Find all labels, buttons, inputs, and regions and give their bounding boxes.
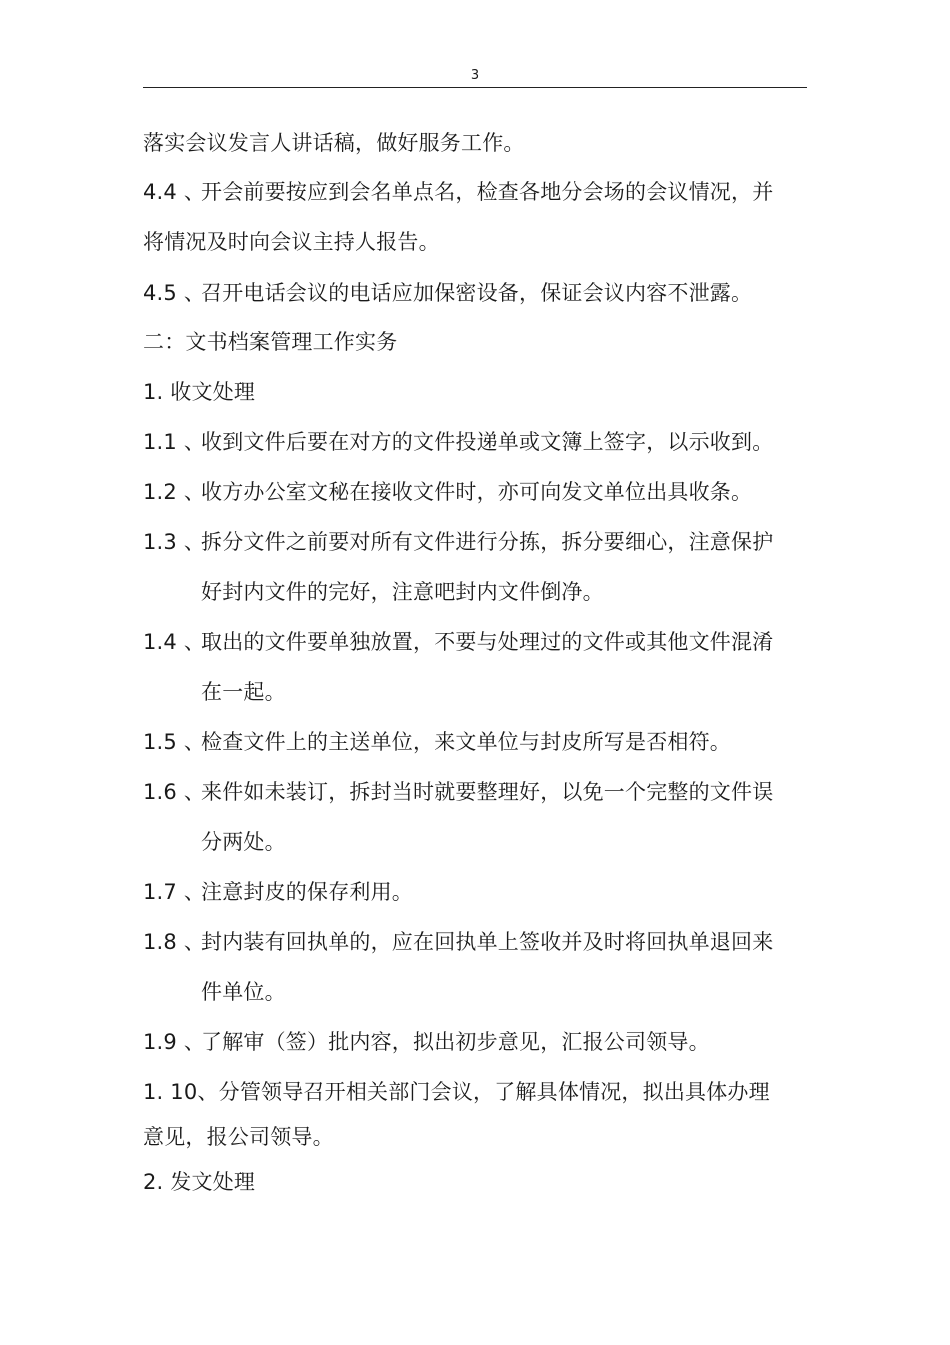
item-text: 来件如未装订，拆封当时就要整理好，以免一个完整的文件误 [201, 780, 774, 804]
numbered-item [143, 428, 773, 456]
item-text: 召开电话会议的电话应加保密设备，保证会议内容不泄露。 [201, 281, 753, 305]
item-number: 4.4 、 [143, 180, 206, 204]
item-text: 拆分文件之前要对所有文件进行分拣，拆分要细心，注意保护 [201, 530, 774, 554]
line-text: 1. 10、分管领导召开相关部门会议，了解具体情况，拟出具体办理 [143, 1080, 770, 1104]
section-heading [143, 328, 397, 356]
line-text: 在一起。 [201, 680, 286, 704]
numbered-item [143, 528, 773, 556]
line-text: 将情况及时向会议主持人报告。 [143, 230, 440, 254]
item-text: 检查文件上的主送单位，来文单位与封皮所写是否相符。 [201, 730, 731, 754]
item-text: 收方办公室文秘在接收文件时，亦可向发文单位出具收条。 [201, 480, 753, 504]
text-line [143, 129, 525, 157]
item-number: 1.6 、 [143, 780, 206, 804]
numbered-item [143, 478, 752, 506]
line-text: 件单位。 [201, 980, 286, 1004]
numbered-item [143, 778, 773, 806]
line-text: 落实会议发言人讲话稿，做好服务工作。 [143, 131, 525, 155]
item-number: 1.9 、 [143, 1030, 206, 1054]
item-number: 1.4 、 [143, 630, 206, 654]
line-text: 分两处。 [201, 830, 286, 854]
item-text: 注意封皮的保存利用。 [201, 880, 413, 904]
numbered-item [143, 1028, 710, 1056]
numbered-item [143, 728, 731, 756]
text-line [143, 1078, 770, 1106]
continuation-line [201, 978, 286, 1006]
numbered-item [143, 878, 413, 906]
numbered-item [143, 928, 773, 956]
continuation-line [201, 828, 286, 856]
heading-text: 1. 收文处理 [143, 380, 256, 404]
header-rule [143, 87, 807, 88]
subsection-heading [143, 1168, 255, 1196]
item-text: 开会前要按应到会名单点名，检查各地分会场的会议情况，并 [201, 180, 774, 204]
item-text: 封内装有回执单的，应在回执单上签收并及时将回执单退回来 [201, 930, 774, 954]
item-number: 1.1 、 [143, 430, 206, 454]
item-number: 1.3 、 [143, 530, 206, 554]
text-line [143, 1123, 334, 1151]
numbered-item [143, 628, 773, 656]
numbered-item [143, 178, 773, 206]
item-text: 取出的文件要单独放置，不要与处理过的文件或其他文件混淆 [201, 630, 774, 654]
continuation-line [201, 678, 286, 706]
line-text: 意见，报公司领导。 [143, 1125, 334, 1149]
item-number: 1.2 、 [143, 480, 206, 504]
numbered-item [143, 279, 752, 307]
item-number: 1.7 、 [143, 880, 206, 904]
subsection-heading [143, 378, 255, 406]
page-number: 3 [470, 68, 480, 83]
item-number: 4.5 、 [143, 281, 206, 305]
item-text: 收到文件后要在对方的文件投递单或文簿上签字，以示收到。 [201, 430, 774, 454]
line-text: 好封内文件的完好，注意吧封内文件倒净。 [201, 580, 604, 604]
text-line [143, 228, 440, 256]
item-number: 1.5 、 [143, 730, 206, 754]
continuation-line [201, 578, 604, 606]
heading-text: 2. 发文处理 [143, 1170, 256, 1194]
item-text: 了解审（签）批内容，拟出初步意见，汇报公司领导。 [201, 1030, 710, 1054]
item-number: 1.8 、 [143, 930, 206, 954]
heading-text: 二：文书档案管理工作实务 [143, 330, 398, 354]
